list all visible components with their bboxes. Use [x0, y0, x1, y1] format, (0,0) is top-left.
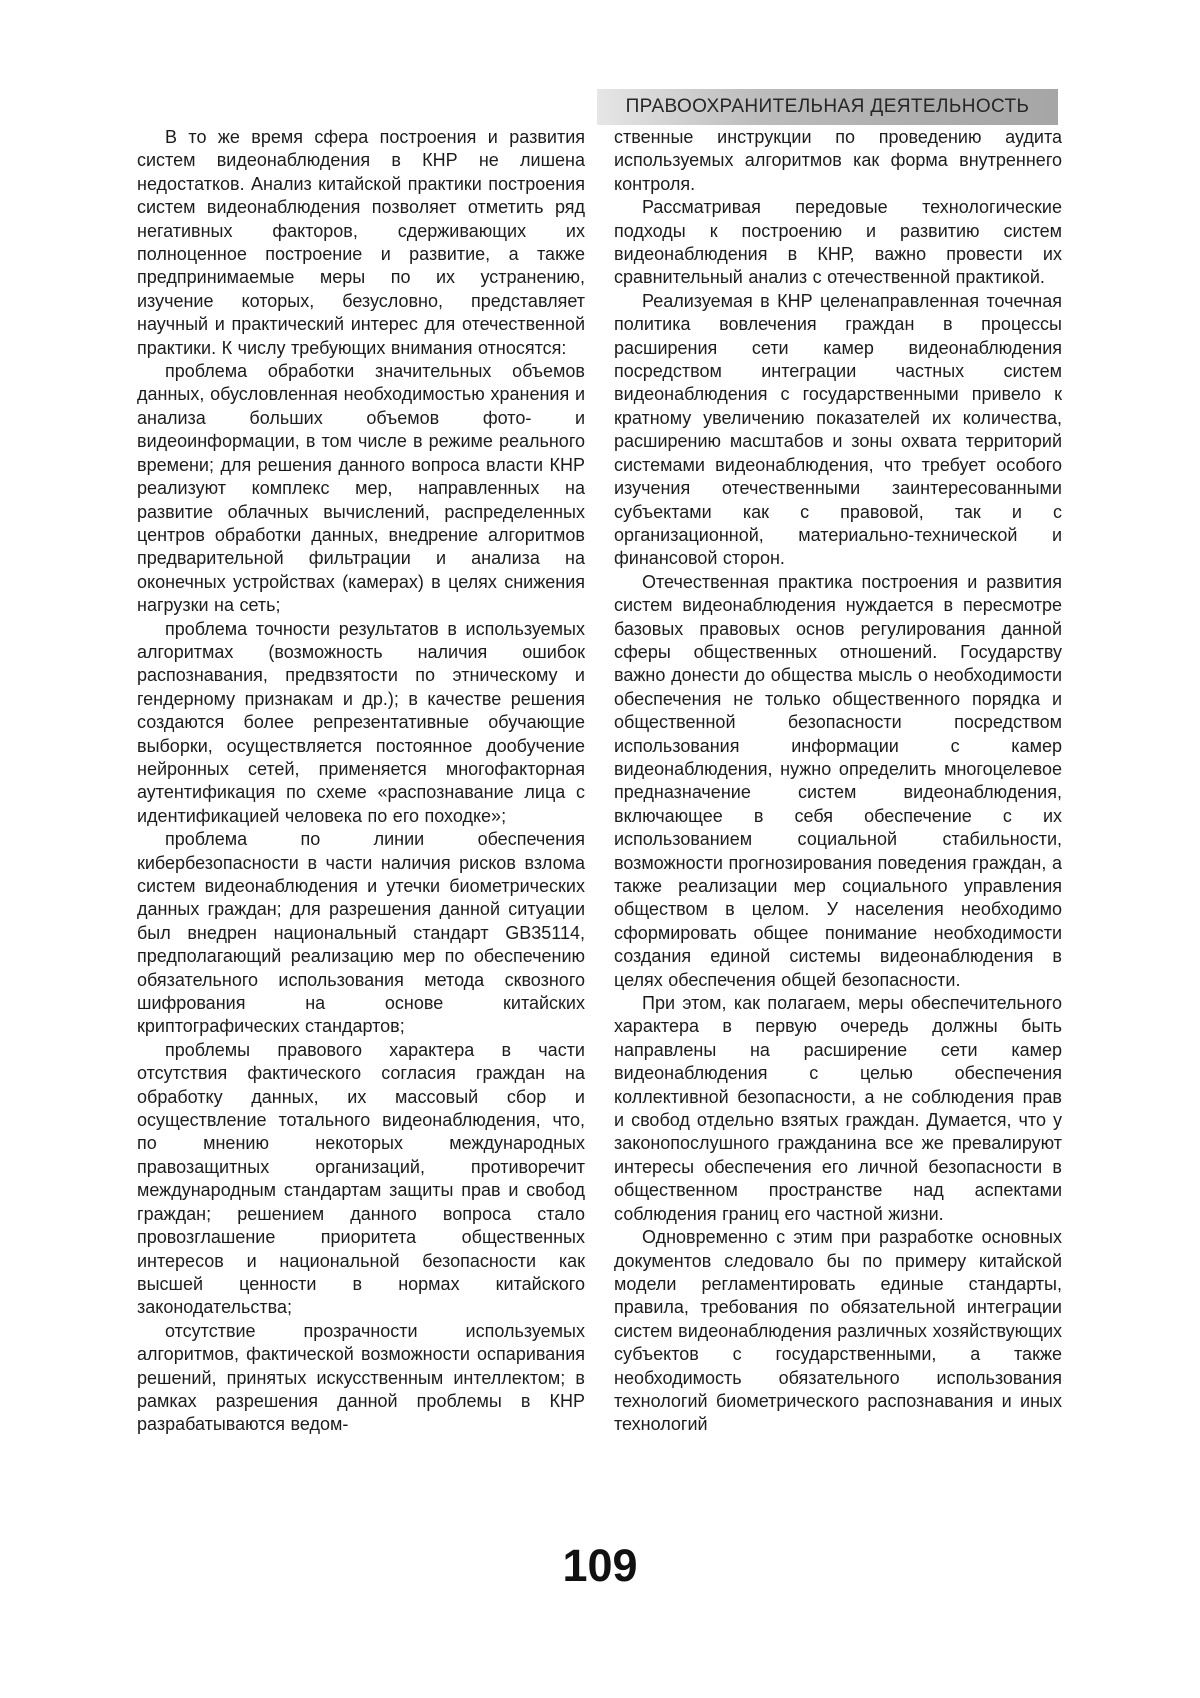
left-column-paragraph-3: проблема точности результатов в используемых алгоритмах (возможность наличия ошибок распознавания, предвзятости по этническому и гендерному признакам и др.); в качестве решения создаются более репрезентативные обучающие выборки, осуществляется постоянное дообучение нейронных сетей, применяется многофакторная аутентификация по схеме «распознавание лица с идентификацией человека по его походке»; — [137, 618, 585, 826]
right-column-paragraph-5: При этом, как полагаем, меры обеспечительного характера в первую очередь должны быть направлены на расширение сети камер видеонаблюдения с целью обеспечения коллективной безопасности, а не соблюдения прав и свобод отдельно взятых граждан. Думается, что у законопослушного гражданина все же превалируют интересы обеспечения его личной безопасности в общественном пространстве над аспектами соблюдения границ его частной жизни. — [614, 993, 1062, 1224]
right-column-paragraph-1: ственные инструкции по проведению аудита используемых алгоритмов как форма внутреннего контроля. — [614, 127, 1062, 194]
right-column-paragraph-6: Одновременно с этим при разработке основных документов следовало бы по примеру китайской модели регламентировать единые стандарты, правила, требования по обязательной интеграции систем видеонаблюдения различных хозяйствующих субъектов с государственными, а также необходимость обязательного использования технологий биометрического распознавания и иных технологий — [614, 1227, 1062, 1435]
right-column-paragraph-3: Реализуемая в КНР целенаправленная точечная политика вовлечения граждан в процессы расширения сети камер видеонаблюдения посредством интеграции частных систем видеонаблюдения с государственными привело к кратному увеличению показателей их количества, расширению масштабов и зоны охвата территорий системами видеонаблюдения, что требует особого изучения отечественными заинтересованными субъектами как с правовой, так и с организационной, материально-технической и финансовой сторон. — [614, 290, 1062, 569]
left-column-paragraph-1: В то же время сфера построения и развития систем видеонаблюдения в КНР не лишена недостатков. Анализ китайской практики построения систем видеонаблюдения позволяет отметить ряд негативных факторов, сдерживающих их полноценное построение и развитие, а также предпринимаемые меры по их устранению, изучение которых, безусловно, представляет научный и практический интерес для отечественной практики. К числу требующих внимания относятся: — [137, 127, 585, 358]
left-column — [137, 126, 585, 1511]
left-column-paragraph-6: отсутствие прозрачности используемых алгоритмов, фактической возможности оспаривания решений, принятых искусственным интеллектом; в рамках разрешения данной проблемы в КНР разрабатываются ведом- — [137, 1320, 585, 1435]
right-column-paragraph-2: Рассматривая передовые технологические подходы к построению и развитию систем видеонаблюдения в КНР, важно провести их сравнительный анализ с отечественной практикой. — [614, 197, 1062, 288]
right-column-paragraph-4: Отечественная практика построения и развития систем видеонаблюдения нуждается в пересмотре базовых правовых основ регулирования данной сферы общественных отношений. Государству важно донести до общества мысль о необходимости обеспечения не только общественного порядка и общественной безопасности посредством использования информации с камер видеонаблюдения, нужно определить многоцелевое предназначение систем видеонаблюдения, включающее в себя обеспечение с их использованием социальной стабильности, возможности прогнозирования поведения граждан, а также реализации мер социального управления обществом в целом. У населения необходимо сформировать общее понимание необходимости создания единой системы видеонаблюдения в целях обеспечения общей безопасности. — [614, 571, 1062, 990]
left-column-paragraph-5: проблемы правового характера в части отсутствия фактического согласия граждан на обработку данных, их массовый сбор и осуществление тотального видеонаблюдения, что, по мнению некоторых международных правозащитных организаций, противоречит международным стандартам защиты прав и свобод граждан; решением данного вопроса стало провозглашение приоритета общественных интересов и национальной безопасности как высшей ценности в нормах китайского законодательства; — [137, 1039, 585, 1318]
section-header-bar — [597, 89, 1058, 125]
text-columns — [137, 126, 1062, 1511]
page-number: 109 — [562, 1540, 638, 1591]
left-column-paragraph-4: проблема по линии обеспечения кибербезопасности в части наличия рисков взлома систем видеонаблюдения и утечки биометрических данных граждан; для разрешения данной ситуации был внедрен национальный стандарт GB35114, предполагающий реализацию мер по обеспечению обязательного использования метода сквозного шифрования на основе китайских криптографических стандартов; — [137, 829, 585, 1037]
left-column-paragraph-2: проблема обработки значительных объемов данных, обусловленная необходимостью хранения и анализа больших объемов фото- и видеоинформации, в том числе в режиме реального времени; для решения данного вопроса власти КНР реализуют комплекс мер, направленных на развитие облачных вычислений, распределенных центров обработки данных, внедрение алгоритмов предварительной фильтрации и анализа на оконечных устройствах (камерах) в целях снижения нагрузки на сеть; — [137, 361, 585, 616]
section-header-label: ПРАВООХРАНИТЕЛЬНАЯ ДЕЯТЕЛЬНОСТЬ — [625, 96, 1030, 117]
right-column — [614, 126, 1062, 1511]
